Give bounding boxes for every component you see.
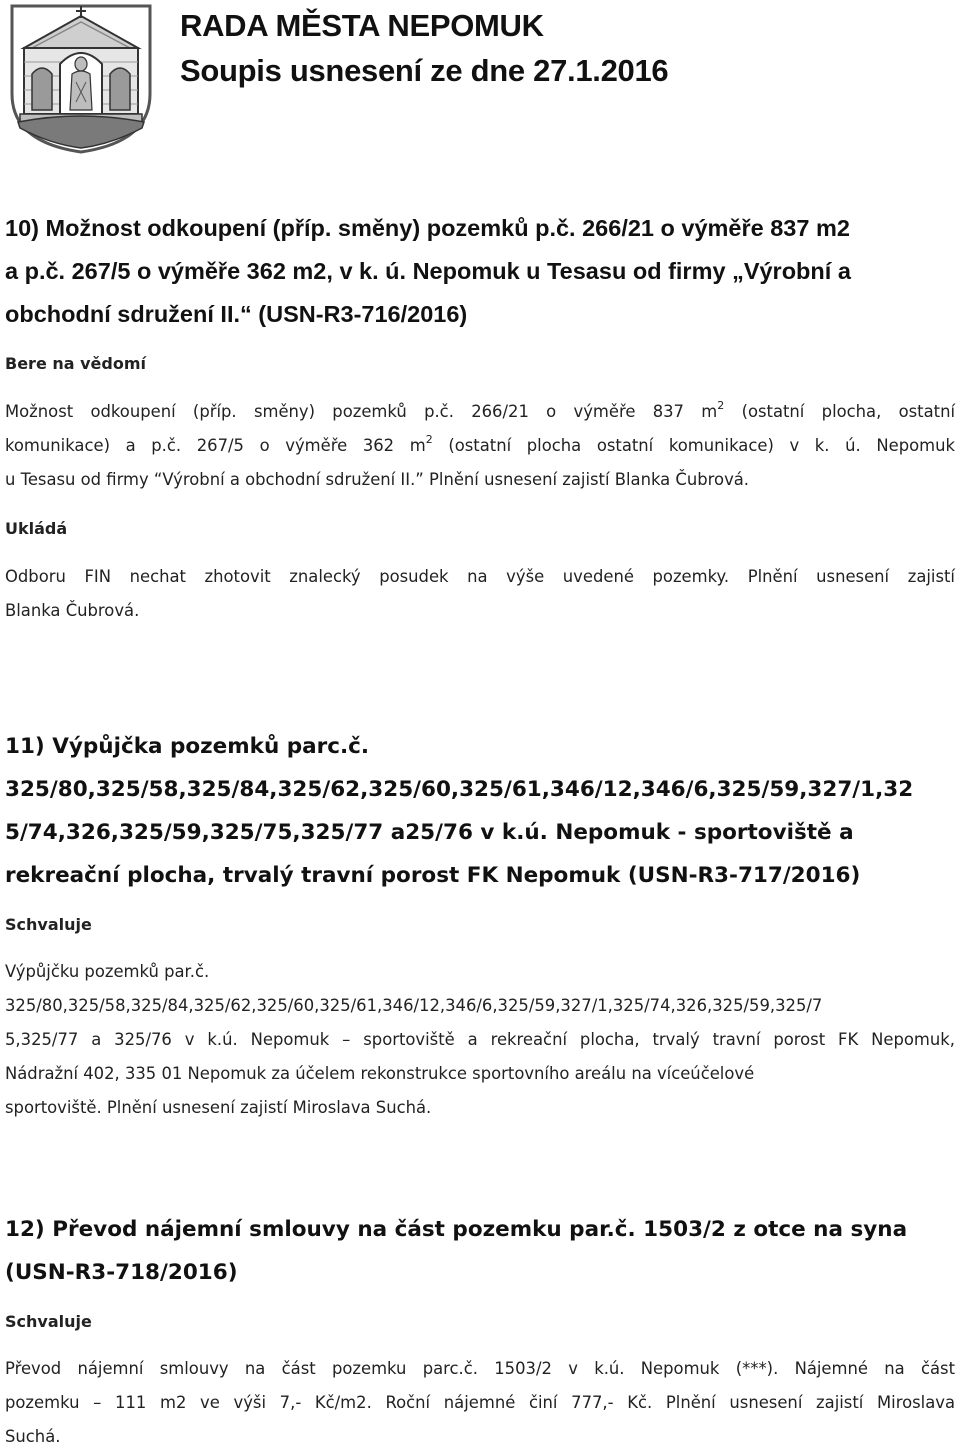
text-line: 325/80,325/58,325/84,325/62,325/60,325/61,346/12,346/6,325/59,327/1,325/74,326,325/59,325/7: [5, 996, 823, 1015]
heading-line: 12) Převod nájemní smlouvy na část pozemku par.č. 1503/2 z otce na syna: [5, 1217, 908, 1242]
resolution-text: [5, 955, 955, 1125]
resolution-text: [5, 395, 955, 497]
resolution-item-10: [5, 207, 955, 628]
heading-line: obchodní sdružení II.“ (USN-R3-716/2016): [5, 301, 468, 327]
heading-line: (USN-R3-718/2016): [5, 1260, 238, 1285]
text-line: pozemku – 111 m2 ve výši 7,- Kč/m2. Roční nájemné činí 777,- Kč. Plnění usnesení zajistí Miroslava: [5, 1393, 955, 1412]
text-line: u Tesasu od firmy “Výrobní a obchodní sdružení II.” Plnění usnesení zajistí Blanka Čubrová.: [5, 470, 750, 489]
text-line: Převod nájemní smlouvy na část pozemku parc.č. 1503/2 v k.ú. Nepomuk (***). Nájemné na část: [5, 1359, 955, 1378]
resolution-heading: [5, 1208, 955, 1294]
text-line: Blanka Čubrová.: [5, 601, 140, 620]
text-line: 5,325/77 a 325/76 v k.ú. Nepomuk – sportoviště a rekreační plocha, trvalý travní porost FK Nepomuk,: [5, 1030, 955, 1049]
document-title: [180, 4, 668, 94]
heading-line: rekreační plocha, trvalý travní porost FK Nepomuk (USN-R3-717/2016): [5, 863, 861, 888]
resolution-action-label: Ukládá: [5, 519, 68, 538]
heading-line: 10) Možnost odkoupení (příp. směny) pozemků p.č. 266/21 o výměře 837 m2: [5, 215, 850, 241]
text-line: Možnost odkoupení (příp. směny) pozemků p.č. 266/21 o výměře 837 $m^2$ (ostatní plocha, ostatní: [5, 399, 956, 421]
heading-line: 5/74,326,325/59,325/75,325/77 a25/76 v k.ú. Nepomuk - sportoviště a: [5, 820, 854, 845]
heading-line: a p.č. 267/5 o výměře 362 m2, v k. ú. Nepomuk u Tesasu od firmy „Výrobní a: [5, 258, 851, 284]
resolution-action-label: Bere na vědomí: [5, 354, 146, 373]
resolution-action-label: Schvaluje: [5, 915, 92, 934]
text-line: Suchá.: [5, 1427, 61, 1446]
text-line: Nádražní 402, 335 01 Nepomuk za účelem rekonstrukce sportovního areálu na víceúčelové: [5, 1064, 755, 1083]
text-line: komunikace) a p.č. 267/5 o výměře 362 $m^2$ (ostatní plocha ostatní komunikace) v k. ú. Nepomuk: [5, 433, 955, 455]
heading-line: 325/80,325/58,325/84,325/62,325/60,325/61,346/12,346/6,325/59,327/1,32: [5, 777, 914, 802]
heading-line: 11) Výpůjčka pozemků parc.č.: [5, 734, 370, 759]
text-line: sportoviště. Plnění usnesení zajistí Miroslava Suchá.: [5, 1098, 432, 1117]
resolution-item-11: [5, 725, 955, 1125]
resolution-list-date: Soupis usnesení ze dne 27.1.2016: [180, 52, 669, 88]
resolution-text: [5, 1352, 955, 1454]
municipal-coat-of-arms-icon: [2, 2, 160, 154]
resolution-item-12: [5, 1208, 955, 1454]
resolution-heading: [5, 725, 955, 897]
resolution-text: [5, 560, 955, 628]
document-header: [0, 0, 960, 160]
council-name: RADA MĚSTA NEPOMUK: [180, 8, 544, 43]
resolution-heading: [5, 207, 955, 336]
resolution-action-label: Schvaluje: [5, 1312, 92, 1331]
text-line: Výpůjčku pozemků par.č.: [5, 962, 210, 981]
text-line: Odboru FIN nechat zhotovit znalecký posudek na výše uvedené pozemky. Plnění usnesení zajistí: [5, 567, 955, 586]
